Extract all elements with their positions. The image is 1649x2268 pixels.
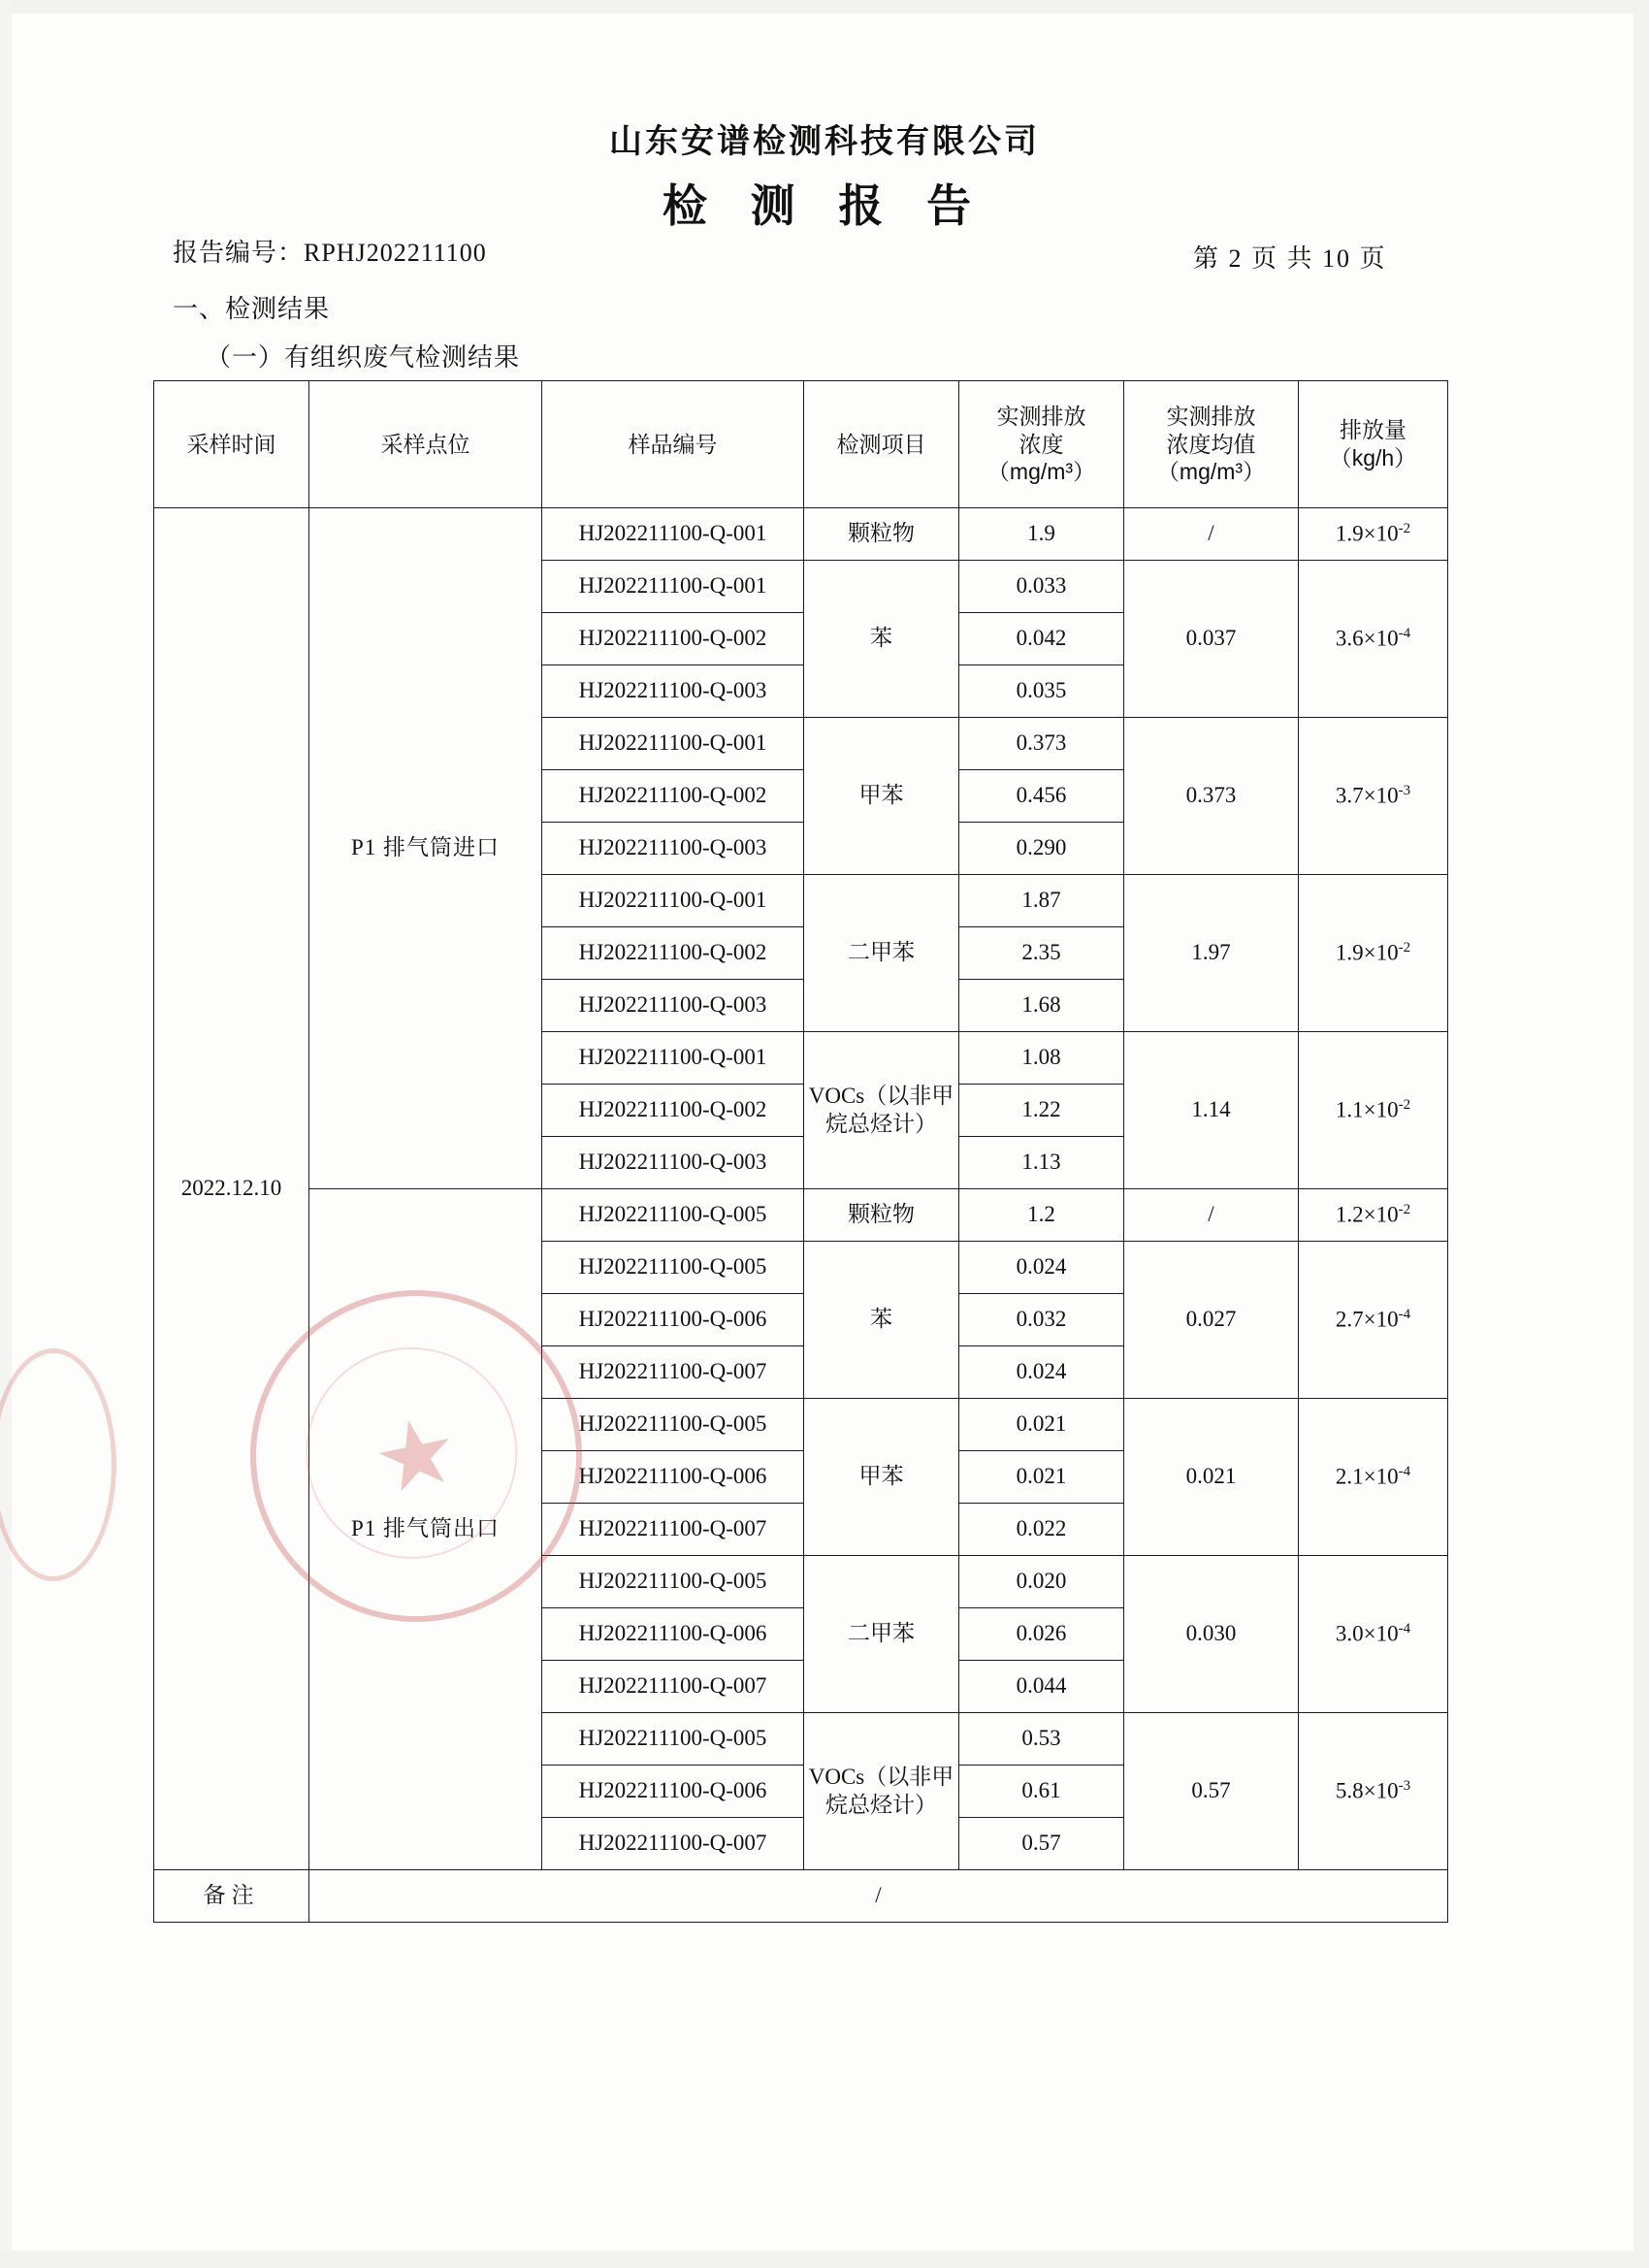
scan-edge-bottom <box>0 2251 1649 2268</box>
cell-average-concentration: 0.373 <box>1124 718 1299 875</box>
cell-average-concentration: 0.57 <box>1124 1713 1299 1870</box>
header-sample-no: 样品编号 <box>542 381 804 508</box>
cell-average-concentration: / <box>1124 508 1299 561</box>
exponent: -4 <box>1398 1620 1411 1636</box>
cell-measured-concentration: 0.044 <box>959 1661 1124 1713</box>
exponent: -4 <box>1398 1463 1411 1479</box>
page-number: 第 2 页 共 10 页 <box>1193 244 1387 273</box>
cell-measured-concentration: 0.024 <box>959 1346 1124 1399</box>
cell-measured-concentration: 0.042 <box>959 613 1124 665</box>
cell-test-item: 二甲苯 <box>804 875 959 1032</box>
exponent: -2 <box>1398 520 1411 536</box>
cell-measured-concentration: 1.9 <box>959 508 1124 561</box>
cell-sample-no: HJ202211100-Q-001 <box>542 508 804 561</box>
cell-average-concentration: 0.030 <box>1124 1556 1299 1713</box>
cell-sample-no: HJ202211100-Q-001 <box>542 561 804 613</box>
exponent: -3 <box>1398 1777 1411 1794</box>
cell-test-item: 颗粒物 <box>804 508 959 561</box>
cell-measured-concentration: 1.13 <box>959 1137 1124 1189</box>
exponent: -2 <box>1398 1096 1411 1113</box>
cell-sample-no: HJ202211100-Q-005 <box>542 1556 804 1608</box>
header-avg-line2: 浓度均值 <box>1166 431 1256 457</box>
cell-sampling-point: P1 排气筒进口 <box>309 508 542 1189</box>
scan-edge-left <box>0 0 12 2268</box>
cell-test-item: 二甲苯 <box>804 1556 959 1713</box>
cell-average-concentration: 0.037 <box>1124 561 1299 718</box>
cell-test-item: VOCs（以非甲烷总烃计） <box>804 1713 959 1870</box>
cell-measured-concentration: 0.032 <box>959 1294 1124 1346</box>
cell-sample-no: HJ202211100-Q-002 <box>542 1085 804 1137</box>
cell-sample-no: HJ202211100-Q-006 <box>542 1294 804 1346</box>
cell-measured-concentration: 0.373 <box>959 718 1124 770</box>
cell-sample-no: HJ202211100-Q-006 <box>542 1766 804 1818</box>
header-average-concentration <box>1124 381 1299 508</box>
cell-measured-concentration: 0.456 <box>959 770 1124 823</box>
header-conc-line2: 浓度 <box>1018 431 1064 457</box>
cell-average-concentration: 0.021 <box>1124 1399 1299 1556</box>
cell-average-concentration: 1.97 <box>1124 875 1299 1032</box>
header-emit-line1: 排放量 <box>1340 417 1406 443</box>
header-sampling-point: 采样点位 <box>309 381 542 508</box>
cell-average-concentration: 1.14 <box>1124 1032 1299 1189</box>
cell-sample-no: HJ202211100-Q-005 <box>542 1399 804 1451</box>
cell-measured-concentration: 2.35 <box>959 927 1124 980</box>
cell-measured-concentration: 1.22 <box>959 1085 1124 1137</box>
exponent: -2 <box>1398 1201 1411 1217</box>
cell-sample-no: HJ202211100-Q-003 <box>542 665 804 718</box>
cell-emission-rate: $2.7\times 10^{-4}$ <box>1299 1242 1448 1399</box>
cell-sample-no: HJ202211100-Q-006 <box>542 1451 804 1504</box>
cell-emission-rate: $3.6\times 10^{-4}$ <box>1299 561 1448 718</box>
header-emit-line2: （kg/h） <box>1329 445 1417 470</box>
subsection-heading-organized-exhaust: （一）有组织废气检测结果 <box>206 343 521 372</box>
cell-emission-rate: $1.9\times 10^{-2}$ <box>1299 875 1448 1032</box>
cell-measured-concentration: 0.57 <box>959 1818 1124 1870</box>
table-row <box>154 1189 1448 1242</box>
cell-sample-no: HJ202211100-Q-007 <box>542 1346 804 1399</box>
cell-emission-rate: $1.1\times 10^{-2}$ <box>1299 1032 1448 1189</box>
cell-average-concentration: 0.027 <box>1124 1242 1299 1399</box>
cell-sample-no: HJ202211100-Q-002 <box>542 613 804 665</box>
header-avg-line3: （mg/m³） <box>1156 459 1266 485</box>
cell-test-item: VOCs（以非甲烷总烃计） <box>804 1032 959 1189</box>
document-title: 检 测 报 告 <box>662 180 987 231</box>
cell-sample-no: HJ202211100-Q-007 <box>542 1818 804 1870</box>
cell-note-label: 备注 <box>154 1870 309 1923</box>
cell-emission-rate: $3.0\times 10^{-4}$ <box>1299 1556 1448 1713</box>
header-measured-concentration <box>959 381 1124 508</box>
exponent: -4 <box>1398 625 1411 641</box>
cell-sample-no: HJ202211100-Q-002 <box>542 770 804 823</box>
cell-sample-no: HJ202211100-Q-001 <box>542 1032 804 1085</box>
section-heading-results: 一、检测结果 <box>173 295 331 323</box>
cell-measured-concentration: 1.2 <box>959 1189 1124 1242</box>
cell-test-item: 苯 <box>804 561 959 718</box>
table-row <box>154 508 1448 561</box>
table-body <box>154 508 1448 1923</box>
cell-sample-no: HJ202211100-Q-003 <box>542 1137 804 1189</box>
table-header-row <box>154 381 1448 508</box>
cell-sample-no: HJ202211100-Q-001 <box>542 875 804 927</box>
cell-measured-concentration: 0.290 <box>959 823 1124 875</box>
cell-measured-concentration: 1.08 <box>959 1032 1124 1085</box>
company-name: 山东安谱检测科技有限公司 <box>609 123 1040 160</box>
cell-sampling-time: 2022.12.10 <box>154 508 309 1870</box>
cell-sample-no: HJ202211100-Q-005 <box>542 1189 804 1242</box>
cell-measured-concentration: 0.024 <box>959 1242 1124 1294</box>
cell-measured-concentration: 0.026 <box>959 1608 1124 1661</box>
cell-measured-concentration: 0.53 <box>959 1713 1124 1766</box>
cell-test-item: 颗粒物 <box>804 1189 959 1242</box>
cell-sample-no: HJ202211100-Q-002 <box>542 927 804 980</box>
scan-edge-top <box>0 0 1649 14</box>
cell-emission-rate: $3.7\times 10^{-3}$ <box>1299 718 1448 875</box>
scan-edge-right <box>1633 0 1649 2268</box>
cell-measured-concentration: 1.68 <box>959 980 1124 1032</box>
results-table <box>153 380 1448 1923</box>
cell-measured-concentration: 0.61 <box>959 1766 1124 1818</box>
cell-average-concentration: / <box>1124 1189 1299 1242</box>
cell-emission-rate: $1.9\times 10^{-2}$ <box>1299 508 1448 561</box>
cell-sampling-point: P1 排气筒出口 <box>309 1189 542 1870</box>
cell-test-item: 甲苯 <box>804 718 959 875</box>
partial-seal-stamp <box>0 1348 116 1581</box>
star-icon: ★ <box>364 1396 469 1515</box>
cell-measured-concentration: 0.021 <box>959 1451 1124 1504</box>
cell-test-item: 甲苯 <box>804 1399 959 1556</box>
cell-sample-no: HJ202211100-Q-003 <box>542 823 804 875</box>
cell-sample-no: HJ202211100-Q-006 <box>542 1608 804 1661</box>
cell-measured-concentration: 0.033 <box>959 561 1124 613</box>
header-emission-rate <box>1299 381 1448 508</box>
cell-sample-no: HJ202211100-Q-001 <box>542 718 804 770</box>
header-conc-line3: （mg/m³） <box>986 459 1096 485</box>
cell-measured-concentration: 0.022 <box>959 1504 1124 1556</box>
header-avg-line1: 实测排放 <box>1166 403 1256 429</box>
table-footer-row <box>154 1870 1448 1923</box>
cell-emission-rate: $2.1\times 10^{-4}$ <box>1299 1399 1448 1556</box>
cell-sample-no: HJ202211100-Q-005 <box>542 1713 804 1766</box>
cell-measured-concentration: 0.020 <box>959 1556 1124 1608</box>
cell-sample-no: HJ202211100-Q-007 <box>542 1504 804 1556</box>
cell-sample-no: HJ202211100-Q-005 <box>542 1242 804 1294</box>
exponent: -4 <box>1398 1306 1411 1322</box>
cell-emission-rate: $5.8\times 10^{-3}$ <box>1299 1713 1448 1870</box>
cell-measured-concentration: 0.035 <box>959 665 1124 718</box>
exponent: -2 <box>1398 939 1411 956</box>
header-sampling-time: 采样时间 <box>154 381 309 508</box>
cell-sample-no: HJ202211100-Q-003 <box>542 980 804 1032</box>
cell-measured-concentration: 1.87 <box>959 875 1124 927</box>
exponent: -3 <box>1398 782 1411 798</box>
cell-sample-no: HJ202211100-Q-007 <box>542 1661 804 1713</box>
cell-test-item: 苯 <box>804 1242 959 1399</box>
cell-note-value: / <box>309 1870 1448 1923</box>
header-test-item: 检测项目 <box>804 381 959 508</box>
report-number: 报告编号：RPHJ202211100 <box>173 239 487 267</box>
cell-emission-rate: $1.2\times 10^{-2}$ <box>1299 1189 1448 1242</box>
cell-measured-concentration: 0.021 <box>959 1399 1124 1451</box>
header-conc-line1: 实测排放 <box>996 403 1086 429</box>
